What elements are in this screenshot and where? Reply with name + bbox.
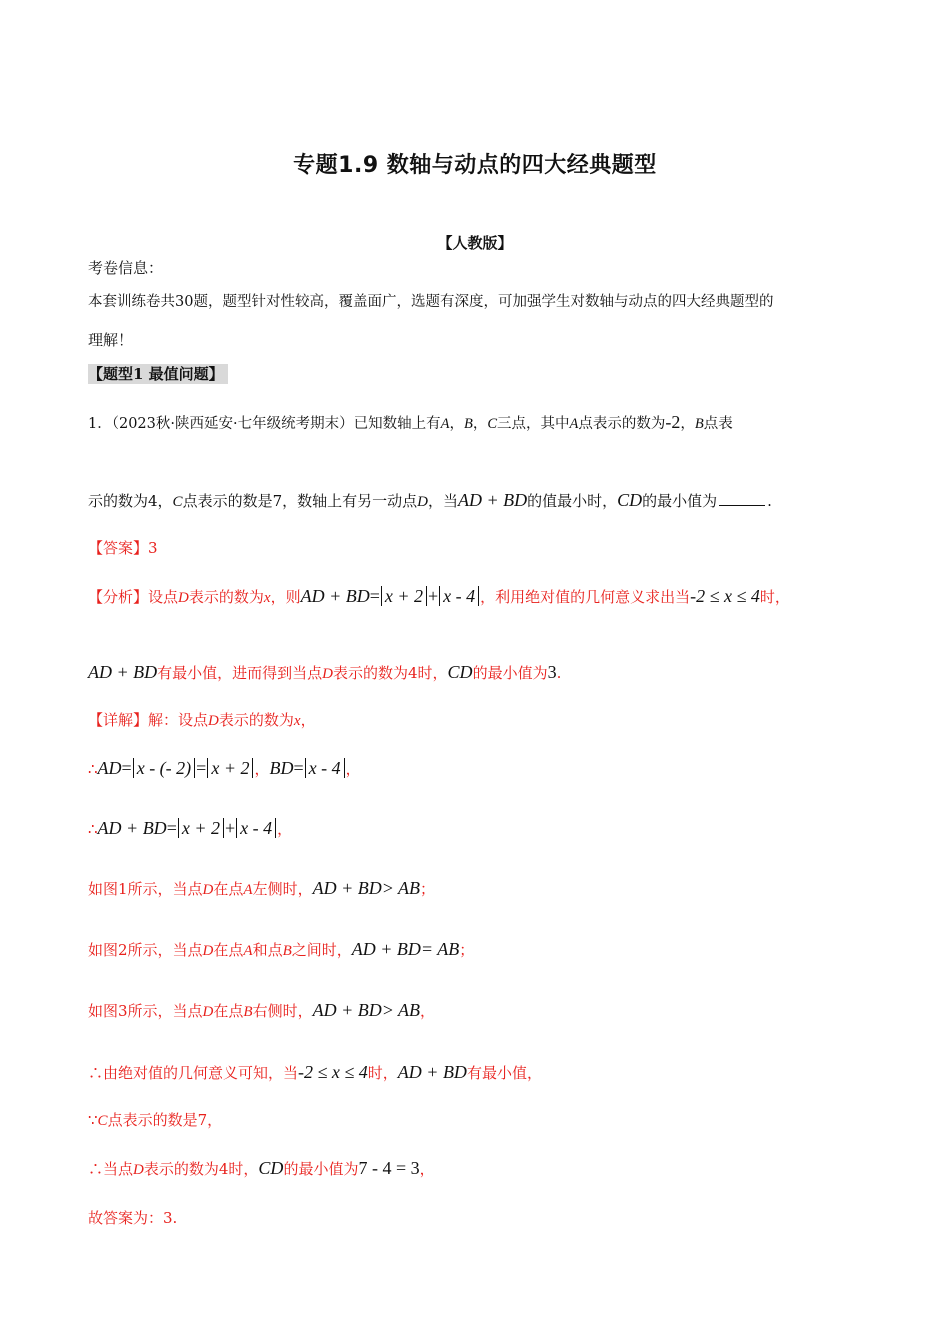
exam-info-desc-2: 理解！ bbox=[88, 331, 134, 349]
answer-line: 【答案】3 bbox=[88, 539, 158, 557]
exam-info-desc-1: 本套训练卷共30题，题型针对性较高，覆盖面广，选题有深度，可加强学生对数轴与动点的四大经典题型的 bbox=[88, 294, 774, 310]
because-line: ∵C点表示的数是7， bbox=[88, 1111, 223, 1129]
question-1-line-1: 1．（2023秋·陕西延安·七年级统考期末）已知数轴上有A，B，C三点，其中A点表示的数为-2，B点表 bbox=[88, 412, 733, 432]
question-type-tag: 【题型1 最值问题】 bbox=[88, 364, 228, 384]
exam-info-label: 考卷信息： bbox=[88, 259, 164, 277]
question-number: 1． bbox=[88, 416, 112, 432]
page-title: 专题1.9 数轴与动点的四大经典题型 bbox=[293, 153, 657, 178]
case-figure-3: 如图3所示，当点D在点B右侧时，AD + BD> AB， bbox=[88, 1000, 436, 1020]
edition-label: 【人教版】 bbox=[437, 234, 513, 252]
case-figure-2: 如图2所示，当点D在点A和点B之间时，AD + BD= AB； bbox=[88, 939, 475, 959]
case-figure-1: 如图1所示，当点D在点A左侧时，AD + BD> AB； bbox=[88, 878, 436, 898]
final-line: ∴当点D表示的数为4时，CD的最小值为7 - 4 = 3， bbox=[88, 1158, 435, 1178]
analysis-line-2: AD + BD有最小值，进而得到当点D表示的数为4时，CD的最小值为3. bbox=[88, 662, 562, 682]
step-ad-bd: ∴AD= x - (- 2) = x + 2 ，BD= x - 4 ， bbox=[88, 758, 361, 778]
question-1-line-2: 示的数为4，C点表示的数是7，数轴上有另一动点D，当AD + BD的值最小时，CD的最小值为 . bbox=[88, 490, 772, 510]
answer-blank bbox=[719, 491, 765, 506]
conclusion-line: ∴由绝对值的几何意义可知，当-2 ≤ x ≤ 4时，AD + BD有最小值， bbox=[88, 1062, 542, 1082]
detail-line: 【详解】解：设点D表示的数为x， bbox=[88, 711, 316, 729]
answer-statement: 故答案为：3. bbox=[88, 1209, 178, 1227]
step-sum: ∴AD + BD= x + 2 + x - 4 ， bbox=[88, 818, 293, 838]
analysis-line-1: 【分析】设点D表示的数为x，则AD + BD= x + 2 + x - 4 ，利用绝对值的几何意义求出当-2 ≤ x ≤ 4时， bbox=[88, 586, 790, 606]
